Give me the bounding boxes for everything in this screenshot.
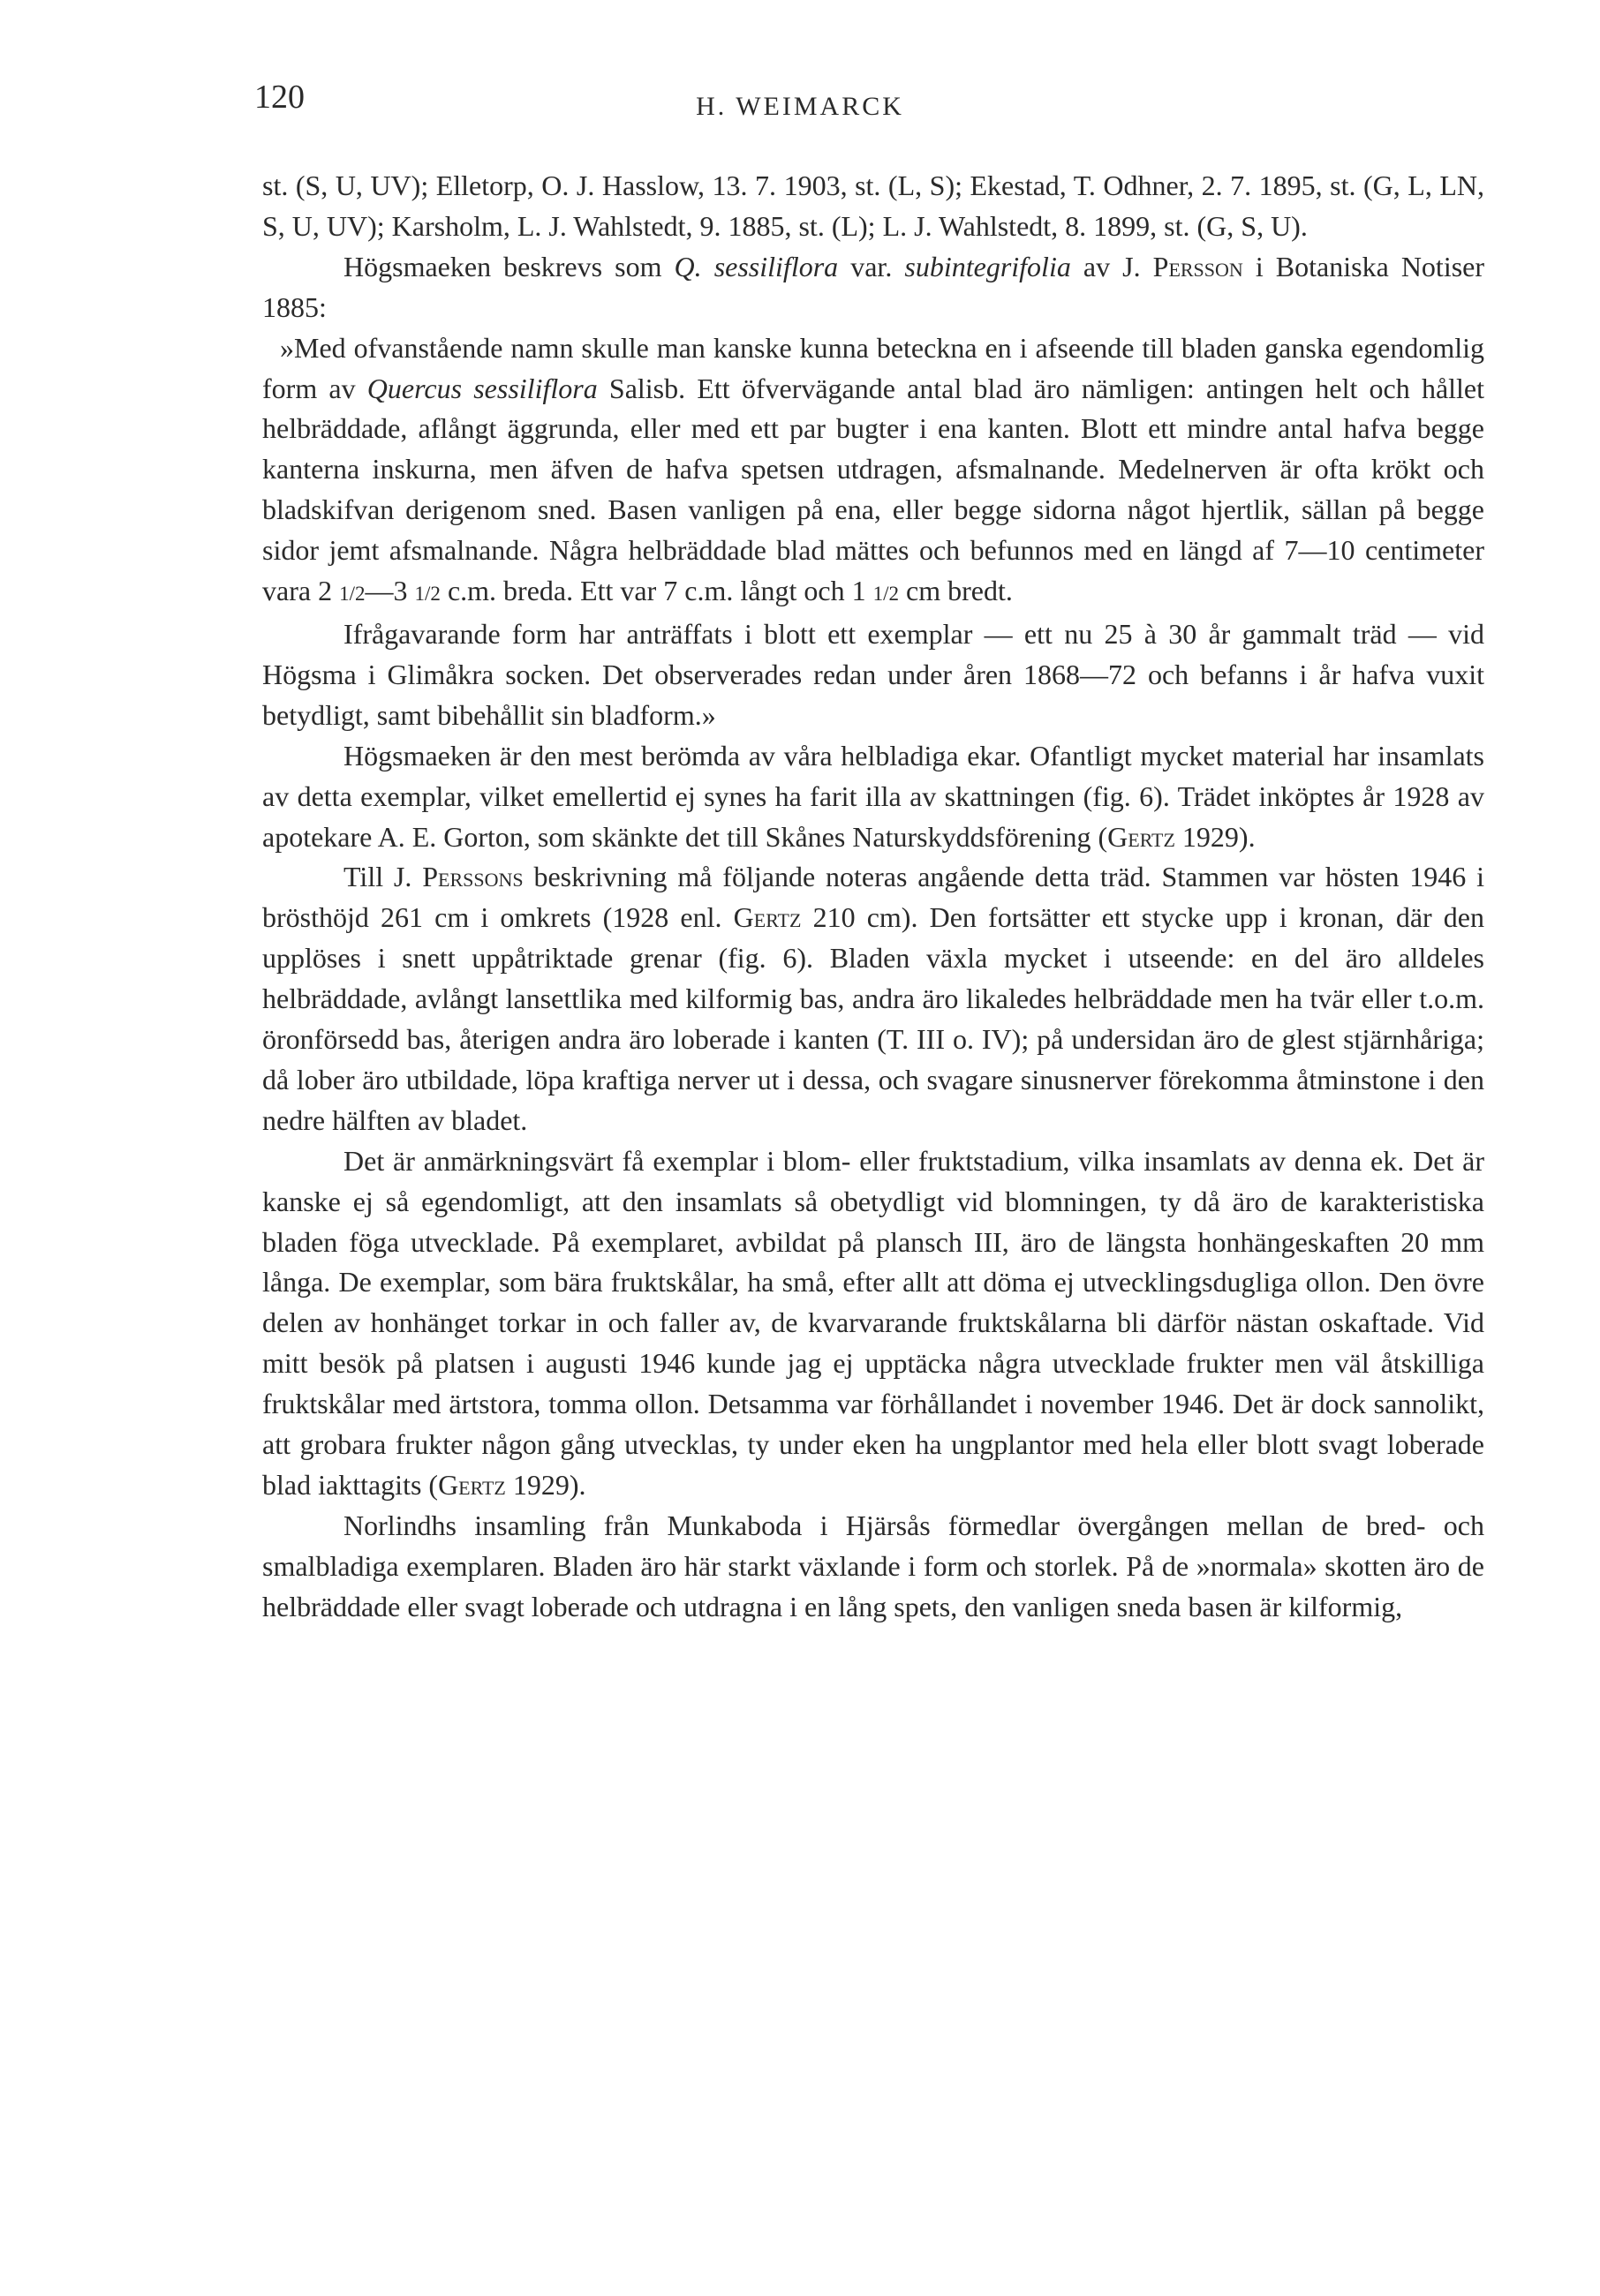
text-run: Ifrågavarande form har anträffats i blott ett exemplar — ett nu 25 à 30 år gammalt träd — vid Högsma i Glimåkra socken. Det observerades redan under åren 1868—72 och befanns i år hafva vuxit betydligt, samt bibehållit sin bladform.» <box>262 617 1484 731</box>
fraction: 1/2 <box>872 582 899 606</box>
text-run: i Botaniska Notiser 1885: <box>262 250 1485 323</box>
paragraph-intro <box>262 247 1484 328</box>
running-header-author: H. WEIMARCK <box>696 92 904 121</box>
text-run: Till J. <box>343 861 423 893</box>
text-run: 210 cm). Den fortsätter ett stycke upp i kronan, där den upplöses i snett uppåtriktade grenar (fig. 6). Bladen växla mycket i utseende: en del äro alldeles helbräddade, avlångt lansettlika med kilformig bas, andra äro likaledes helbräddade men ha tvär eller t.o.m. öronförsedd bas, återigen andra äro loberade i kanten (T. III o. IV); på undersidan äro de glest stjärnhåriga; då lober äro utbildade, löpa kraftiga nerver ut i dessa, och svagare sinusnerver förekomma åtminstone i den nedre hälften av bladet. <box>262 901 1485 1136</box>
paragraph-locality-list <box>262 166 1484 247</box>
small-caps-name: Gertz <box>438 1469 506 1501</box>
text-run: —3 <box>365 575 415 607</box>
text-run: 1929). <box>1174 820 1256 853</box>
fraction: 1/2 <box>414 582 441 606</box>
text-run: av J. <box>1070 250 1153 282</box>
italic-text: subintegrifolia <box>904 250 1071 282</box>
text-run: »Med ofvanstående namn skulle man kanske kunna beteckna en i afseende till bladen ganska egendomlig form av <box>262 331 1484 404</box>
text-run: Högsmaeken är den mest berömda av våra helbladiga ekar. Ofantligt mycket material har insamlats av detta exemplar, vilket emellertid ej synes ha farit illa av skattningen (fig. 6). Trädet inköptes år 1928 av apotekare A. E. Gorton, som skänkte det till Skånes Naturskyddsförening ( <box>262 739 1484 853</box>
text-run: cm bredt. <box>899 575 1013 607</box>
paragraph-fruiting <box>262 1141 1484 1506</box>
fraction: 1/2 <box>339 582 366 606</box>
paragraph-description <box>262 857 1484 1140</box>
text-run: c.m. breda. Ett var 7 c.m. långt och 1 <box>440 575 873 607</box>
paragraph-quote-2 <box>262 614 1484 736</box>
text-run: Det är anmärkningsvärt få exemplar i blom- eller fruktstadium, vilka insamlats av denna ek. Det är kanske ej så egendomligt, att den insamlats så obetydligt vid blomningen, ty då äro de karakteristiska bladen föga utvecklade. På exemplaret, avbildat på plansch III, äro de längsta honhängeskaften 20 mm långa. De exemplar, som bära fruktskålar, ha små, efter allt att döma ej utvecklingsdugliga ollon. Den övre delen av honhänget torkar in och faller av, de kvarvarande fruktskålarna bli därför nästan oskaftade. Vid mitt besök på platsen i augusti 1946 kunde jag ej upptäcka några utvecklade frukter men väl åtskilliga fruktskålar med ärtstora, tomma ollon. Detsamma var förhållandet i november 1946. Det är dock sannolikt, att grobara frukter någon gång utvecklas, ty under eken ha ungplantor med hela eller blott svagt loberade blad iakttagits ( <box>262 1144 1484 1501</box>
text-run: beskrivning må följande noteras angående detta träd. Stammen var hösten 1946 i brösthöjd 261 cm i omkrets (1928 enl. <box>262 861 1484 934</box>
small-caps-name: Gertz <box>733 901 802 934</box>
text-run: 1929). <box>505 1469 586 1501</box>
text-run: Högsmaeken beskrevs som <box>343 250 675 282</box>
paragraph-history <box>262 736 1484 858</box>
small-caps-name: Perssons <box>422 861 524 893</box>
body-text <box>262 166 1484 1628</box>
italic-text: Quercus sessiliflora <box>366 372 598 404</box>
paragraph-norlindh <box>262 1506 1484 1628</box>
small-caps-name: Gertz <box>1107 820 1175 853</box>
paragraph-quote-1 <box>262 328 1484 614</box>
text-run: st. (S, U, UV); Elletorp, O. J. Hasslow, 13. 7. 1903, st. (L, S); Ekestad, T. Odhner, 2. 7. 1895, st. (G, L, LN, S, U, UV); Karsholm, L. J. Wahlstedt, 9. 1885, st. (L); L. J. Wahlstedt, 8. 1899, st. (G, S, U). <box>262 169 1484 242</box>
text-run: var. <box>838 250 905 282</box>
italic-text: Q. sessiliflora <box>674 250 839 282</box>
page-number: 120 <box>254 79 305 116</box>
small-caps-name: Persson <box>1152 250 1243 282</box>
text-run: Norlindhs insamling från Munkaboda i Hjärsås förmedlar övergången mellan de bred- och smalbladiga exemplaren. Bladen äro här starkt växlande i form och storlek. På de »normala» skotten äro de helbräddade eller svagt loberade och utdragna i en lång spets, den vanligen sneda basen är kilformig, <box>262 1509 1484 1622</box>
text-run: Salisb. Ett öfvervägande antal blad äro nämligen: antingen helt och hållet helbräddade, aflångt äggrunda, eller med ett par bugter i ena kanten. Blott ett mindre antal hafva begge kanterna inskurna, men äfven de hafva spetsen utdragen, afsmalnande. Medelnerven är ofta krökt och bladskifvan derigenom sned. Basen vanligen på ena, eller begge sidorna något hjertlik, sällan på begge sidor jemt afsmalnande. Några helbräddade blad mättes och befunnos med en längd af 7—10 centimeter vara 2 <box>262 372 1485 607</box>
